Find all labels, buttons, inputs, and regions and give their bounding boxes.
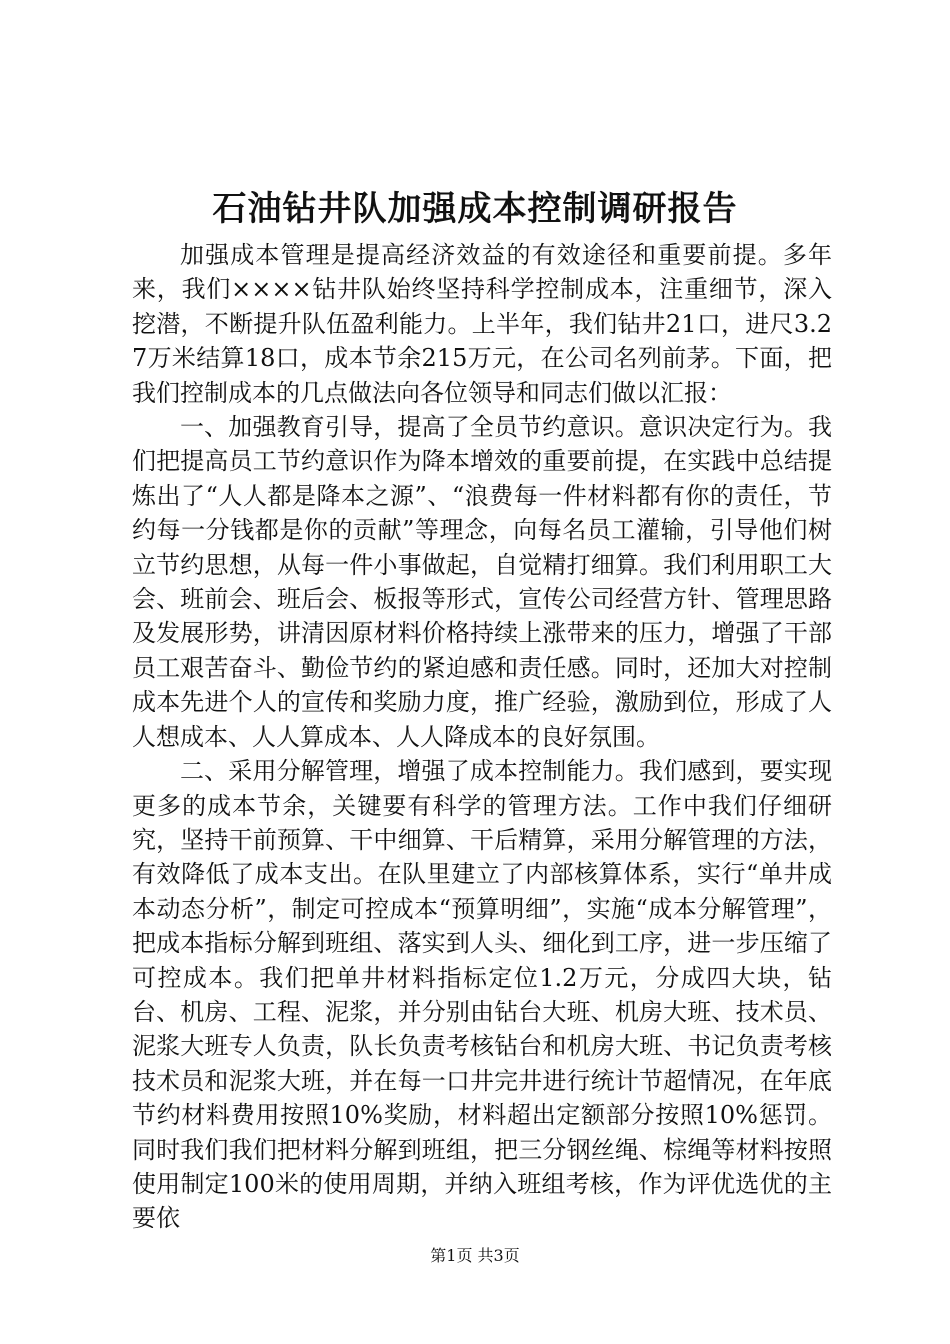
paragraph-section-1: 一、加强教育引导，提高了全员节约意识。意识决定行为。我们把提高员工节约意识作为降本增效的重要前提，在实践中总结提炼出了“人人都是降本之源”、“浪费每一件材料都有你的责任，节约每一分钱都是你的贡献”等理念，向每名员工灌输，引导他们树立节约思想，从每一件小事做起，自觉精打细算。我们利用职工大会、班前会、班后会、板报等形式，宣传公司经营方针、管理思路及发展形势，讲清因原材料价格持续上涨带来的压力，增强了干部员工艰苦奋斗、勤俭节约的紧迫感和责任感。同时，还加大对控制成本先进个人的宣传和奖励力度，推广经验，激励到位，形成了人人想成本、人人算成本、人人降成本的良好氛围。 (132, 413, 832, 751)
paragraph-intro: 加强成本管理是提高经济效益的有效途径和重要前提。多年来，我们××××钻井队始终坚持科学控制成本，注重细节，深入挖潜，不断提升队伍盈利能力。上半年，我们钻井21口，进尺3.27万米结算18口，成本节余215万元，在公司名列前茅。下面，把我们控制成本的几点做法向各位领导和同志们做以汇报： (132, 241, 832, 407)
page-footer: 第1页 共3页 (430, 1246, 520, 1265)
document-body (132, 238, 832, 1236)
document-title: 石油钻井队加强成本控制调研报告 (212, 189, 738, 229)
paragraph-section-2: 二、采用分解管理，增强了成本控制能力。我们感到，要实现更多的成本节余，关键要有科学的管理方法。工作中我们仔细研究，坚持干前预算、干中细算、干后精算，采用分解管理的方法，有效降低了成本支出。在队里建立了内部核算体系，实行“单井成本动态分析”，制定可控成本“预算明细”，实施“成本分解管理”，把成本指标分解到班组、落实到人头、细化到工序，进一步压缩了可控成本。我们把单井材料指标定位1.2万元，分成四大块，钻台、机房、工程、泥浆，并分别由钻台大班、机房大班、技术员、泥浆大班专人负责，队长负责考核钻台和机房大班、书记负责考核技术员和泥浆大班，并在每一口井完井进行统计节超情况，在年底节约材料费用按照10%奖励，材料超出定额部分按照10%惩罚。同时我们我们把材料分解到班组，把三分钢丝绳、棕绳等材料按照使用制定100米的使用周期，并纳入班组考核，作为评优选优的主要依 (132, 757, 832, 1233)
